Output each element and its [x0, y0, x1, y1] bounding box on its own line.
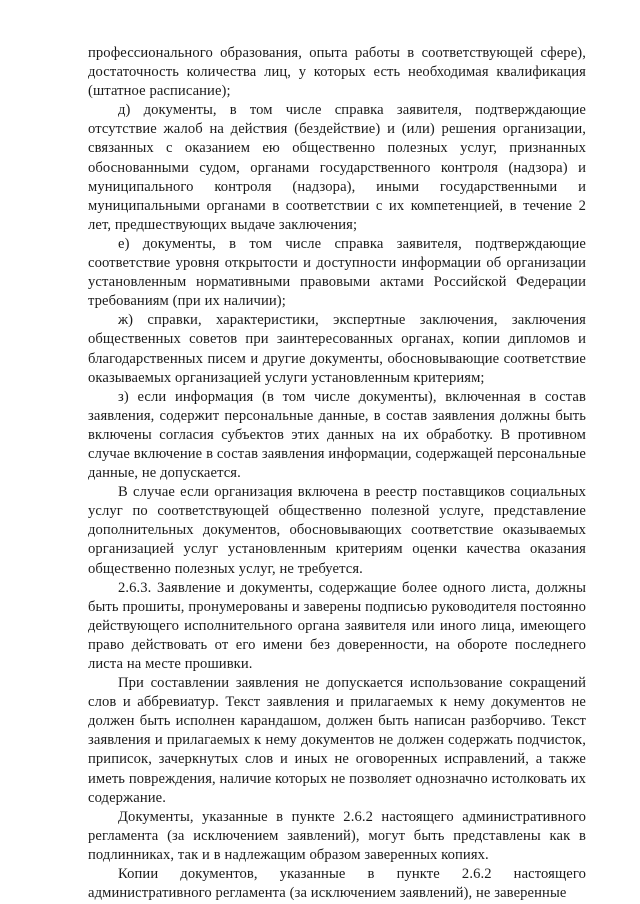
paragraph-item-d: д) документы, в том числе справка заявителя, подтверждающие отсутствие жалоб на действия (бездействие) и (или) решения организации, связанных с оказанием ею общественно полезных услуг, признанных обоснованными судом, органами государственного контроля (надзора) и муниципального контроля (надзора), иными государственными и муниципальными органами в соответствии с их компетенцией, в течение 2 лет, предшествующих выдаче заключения;: [88, 102, 586, 233]
paragraph-qualification-continuation: профессионального образования, опыта работы в соответствующей сфере), достаточность количества лиц, у которых есть необходимая квалификация (штатное расписание);: [88, 45, 586, 100]
paragraph-registry-exception: В случае если организация включена в реестр поставщиков социальных услуг по соответствующей общественно полезной услуге, представление дополнительных документов, обосновывающих соответствие оказываемых организацией услуг установленным критериям оценки качества оказания общественно полезных услуг, не требуется.: [88, 484, 586, 577]
paragraph-drafting-rules: При составлении заявления не допускается использование сокращений слов и аббревиатур. Текст заявления и прилагаемых к нему документов не должен быть исполнен карандашом, должен быть написан разборчиво. Текст заявления и прилагаемых к нему документов не должен содержать подчисток, приписок, зачеркнутых слов и иных не оговоренных исправлений, а также иметь повреждения, наличие которых не позволяет однозначно истолковать их содержание.: [88, 675, 586, 806]
paragraph-originals-or-copies: Документы, указанные в пункте 2.6.2 настоящего административного регламента (за исключением заявлений), могут быть представлены как в подлинниках, так и в надлежащим образом заверенных копиях.: [88, 808, 586, 863]
paragraph-item-zh: ж) справки, характеристики, экспертные заключения, заключения общественных советов при заинтересованных органах, копии дипломов и благодарственных писем и другие документы, обосновывающие соответствие оказываемых организацией услуги установленным критериям;: [88, 312, 586, 386]
paragraph-item-z: з) если информация (в том числе документы), включенная в состав заявления, содержит персональные данные, в состав заявления должны быть включены согласия субъектов этих данных на их обработку. В противном случае включение в состав заявления информации, содержащей персональные данные, не допускается.: [88, 388, 586, 482]
paragraph-item-e: е) документы, в том числе справка заявителя, подтверждающие соответствие уровня открытости и доступности информации об организации установленным нормативными правовыми актами Российской Федерации требованиям (при их наличии);: [88, 235, 586, 310]
paragraph-uncertified-copies: Копии документов, указанные в пункте 2.6.2 настоящего административного регламента (за исключением заявлений), не заверенные: [88, 866, 586, 902]
paragraph-section-2-6-3: 2.6.3. Заявление и документы, содержащие более одного листа, должны быть прошиты, пронумерованы и заверены подписью руководителя постоянно действующего исполнительного органа заявителя или иного лица, имеющего право действовать от его имени без доверенности, на обороте последнего листа на месте прошивки.: [88, 579, 586, 672]
